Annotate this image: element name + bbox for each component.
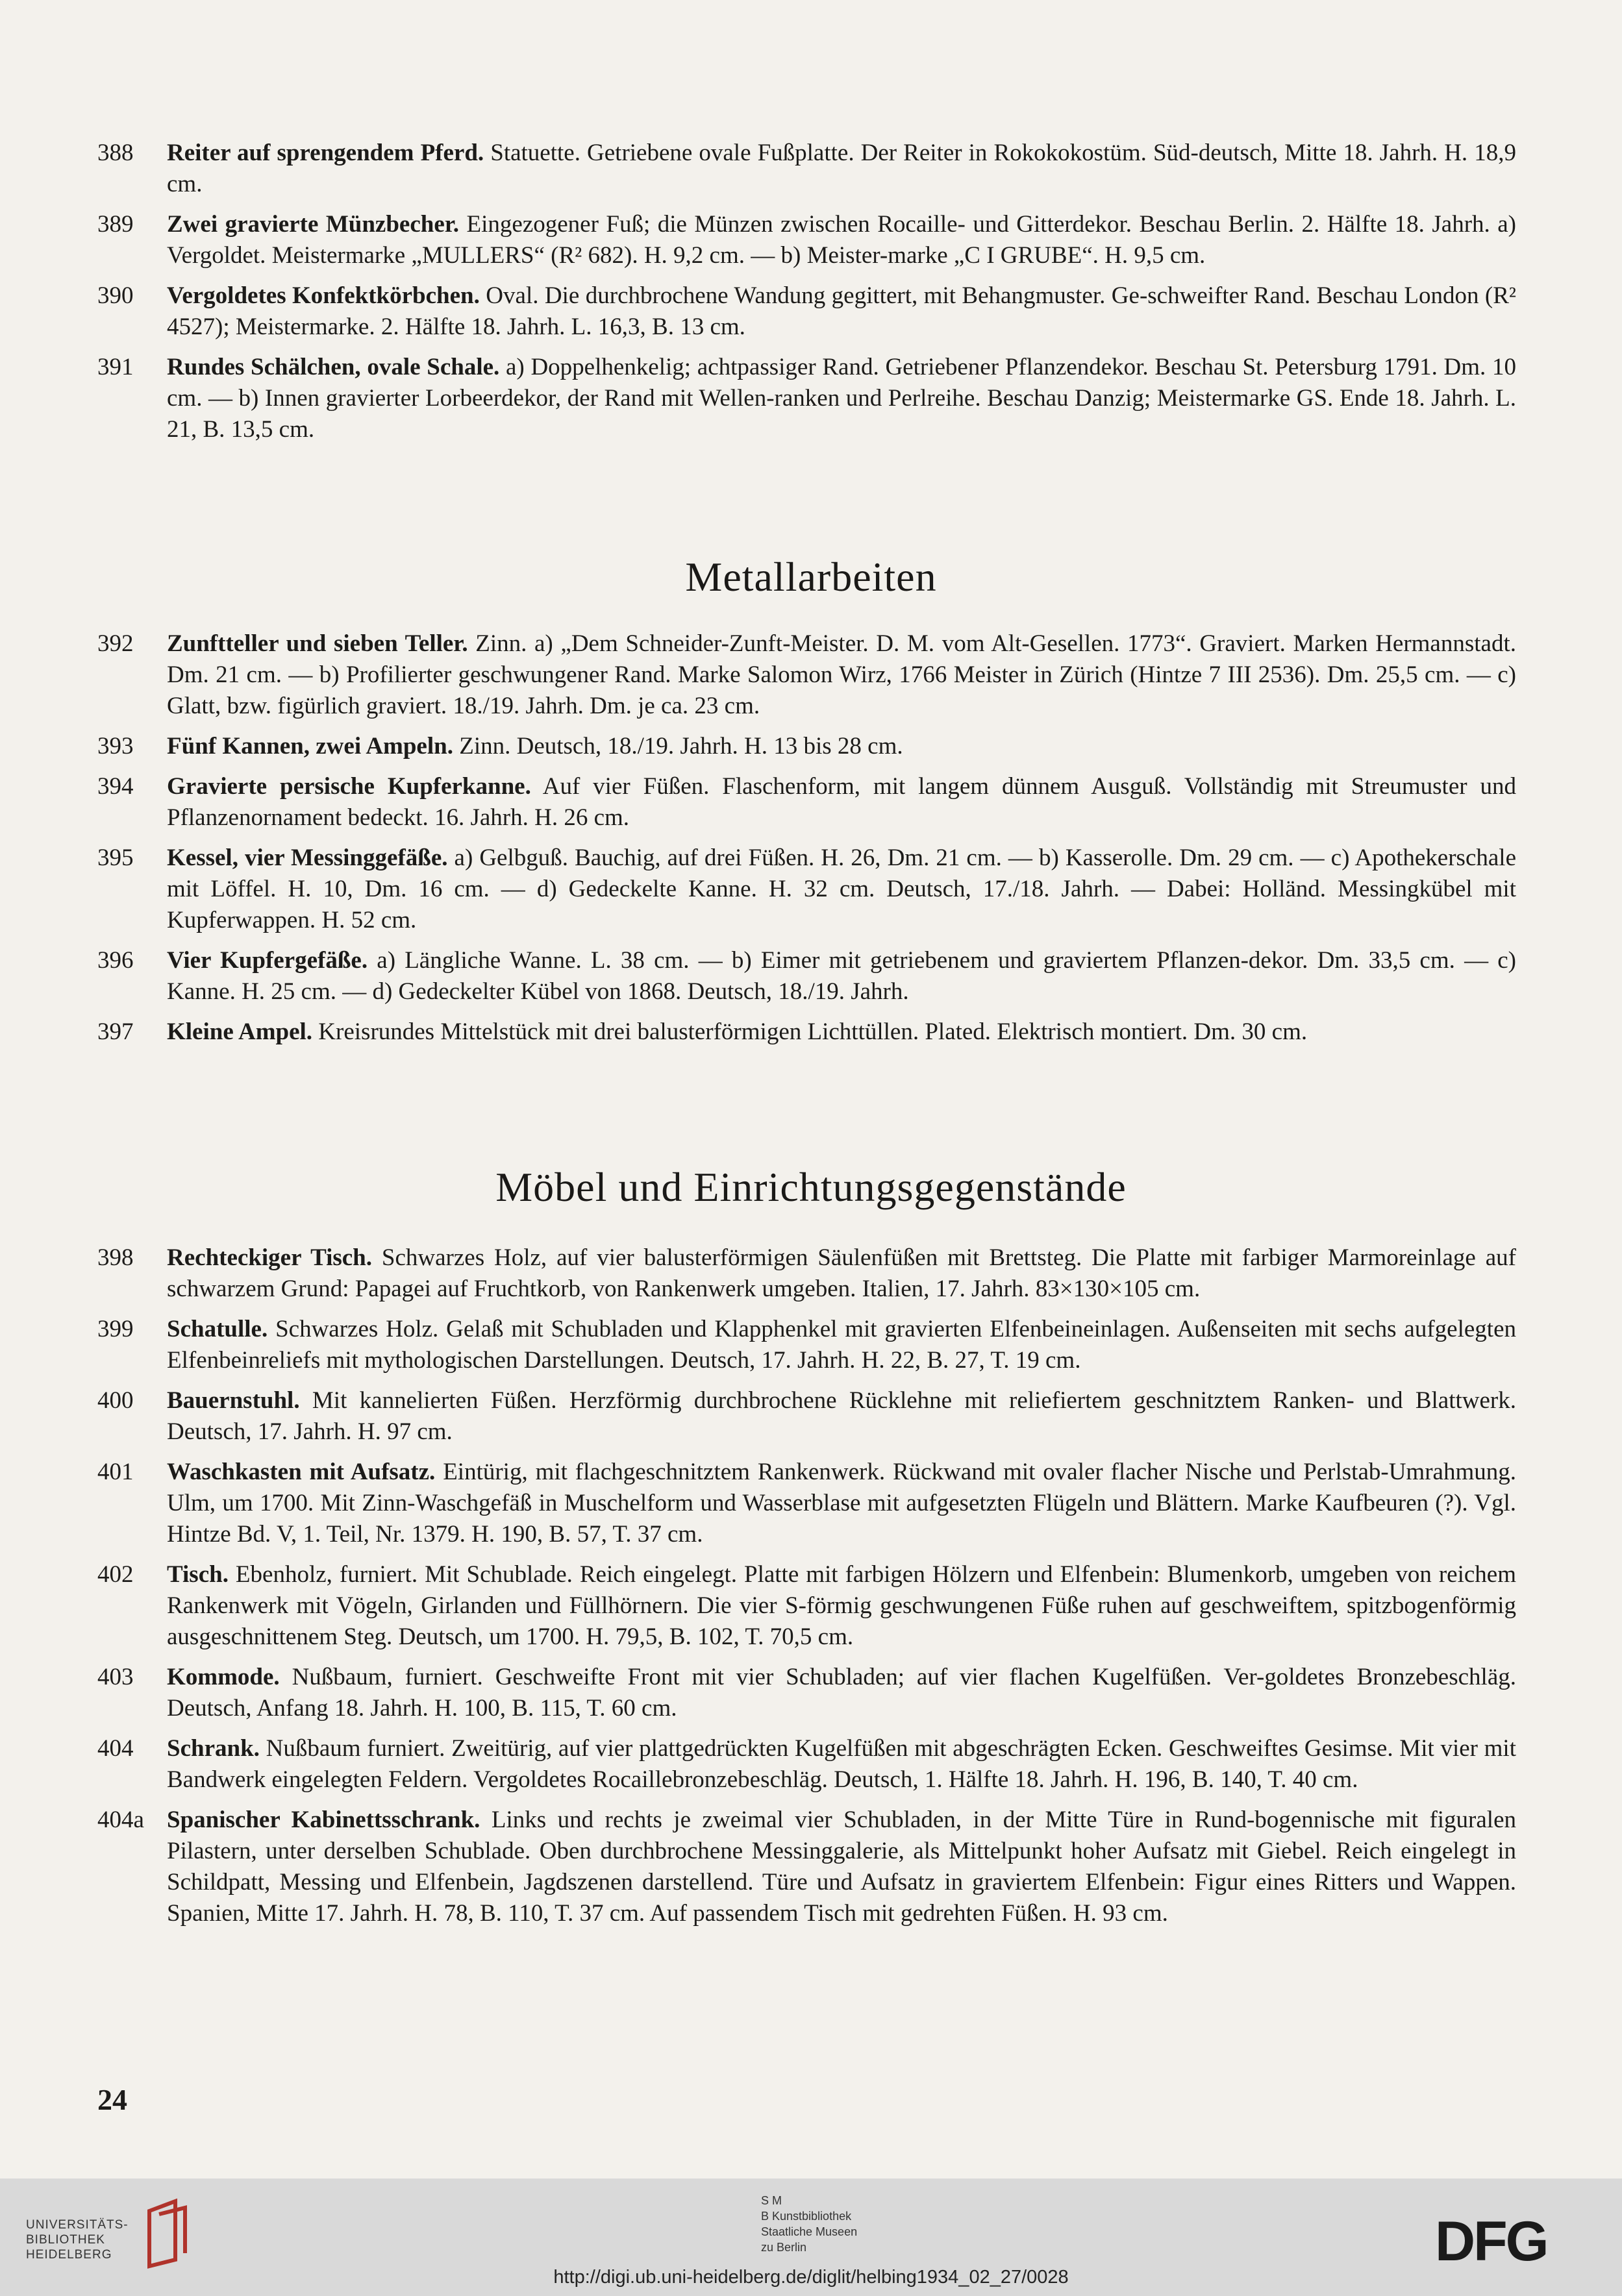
- entry-title: Waschkasten mit Aufsatz.: [167, 1459, 436, 1485]
- entry-title: Kessel, vier Messinggefäße.: [167, 845, 448, 871]
- entry-number: 399: [97, 1316, 134, 1342]
- entry-number: 388: [97, 140, 134, 166]
- dfg-logo: DFG: [1435, 2210, 1547, 2273]
- catalog-entry: [97, 1242, 1516, 1305]
- university-logo-icon: [136, 2198, 195, 2269]
- entry-description: Statuette. Getriebene ovale Fußplatte. Der Reiter in Rokokokostüm. Süd-deutsch, Mitte 18. Jahrh. H. 18,9 cm.: [167, 140, 1516, 197]
- entry-title: Kommode.: [167, 1664, 280, 1690]
- catalog-entry: [97, 1805, 1516, 1929]
- catalog-entry: [97, 843, 1516, 936]
- catalog-entry: [97, 628, 1516, 722]
- entry-number: 403: [97, 1664, 134, 1690]
- entry-description: Schwarzes Holz. Gelaß mit Schubladen und Klapphenkel mit gravierten Elfenbeineinlagen. Außenseiten mit sechs aufgelegten Elfenbeinreliefs mit mythologischen Darstellungen. Deutsch, 17. Jahrh. H. 22, B. 27, T. 19 cm.: [167, 1316, 1516, 1374]
- entry-number: 394: [97, 773, 134, 800]
- entry-description: a) Doppelhenkelig; achtpassiger Rand. Getriebener Pflanzendekor. Beschau St. Petersburg 1791. Dm. 10 cm. — b) Innen gravierter Lorbeerdekor, der Rand mit Wellen-ranken und Perlreihe. Beschau Danzig; Meistermarke GS. Ende 18. Jahrh. L. 21, B. 13,5 cm.: [167, 354, 1517, 443]
- entry-title: Bauernstuhl.: [167, 1387, 300, 1414]
- entry-title: Vier Kupfergefäße.: [167, 947, 368, 974]
- entry-description: Eintürig, mit flachgeschnitztem Rankenwerk. Rückwand mit ovaler flacher Nische und Perlstab-Umrahmung. Ulm, um 1700. Mit Zinn-Waschgefäß in Muschelform und Wasserblase mit aufgesetzten Flügeln und Blättern. Marke Kaufbeuren (?). Vgl. Hintze Bd. V, 1. Teil, Nr. 1379. H. 190, B. 57, T. 37 cm.: [167, 1459, 1516, 1548]
- entry-number: 400: [97, 1387, 134, 1414]
- entry-description: Eingezogener Fuß; die Münzen zwischen Rocaille- und Gitterdekor. Beschau Berlin. 2. Hälfte 18. Jahrh. a) Vergoldet. Meistermarke „MULLERS“ (R² 682). H. 9,2 cm. — b) Meister-marke „C I GRUBE“. H. 9,5 cm.: [167, 211, 1517, 269]
- entry-title: Rechteckiger Tisch.: [167, 1244, 373, 1271]
- entry-description: Zinn. Deutsch, 18./19. Jahrh. H. 13 bis 28 cm.: [453, 733, 903, 759]
- entry-description: Nußbaum, furniert. Geschweifte Front mit vier Schubladen; auf vier flachen Kugelfüßen. Ver-goldetes Bronzebeschläg. Deutsch, Anfang 18. Jahrh. H. 100, B. 115, T. 60 cm.: [167, 1664, 1516, 1722]
- catalog-entry: [97, 1559, 1516, 1653]
- entries-furniture: [97, 1242, 1516, 1938]
- entry-description: Auf vier Füßen. Flaschenform, mit langem dünnem Ausguß. Vollständig mit Streumuster und Pflanzenornament bedeckt. 16. Jahrh. H. 26 cm.: [167, 773, 1517, 831]
- source-url-link[interactable]: http://digi.ub.uni-heidelberg.de/diglit/helbing1934_02_27/0028: [553, 2267, 1069, 2288]
- catalog-entry: [97, 771, 1516, 833]
- entry-description: Kreisrundes Mittelstück mit drei balusterförmigen Lichttüllen. Plated. Elektrisch montiert. Dm. 30 cm.: [312, 1018, 1308, 1045]
- entry-number: 396: [97, 947, 134, 974]
- entry-description: Schwarzes Holz, auf vier balusterförmigen Säulenfüßen mit Brettsteg. Die Platte mit farbiger Marmoreinlage auf schwarzem Grund: Papagei auf Fruchtkorb, von Rankenwerk umgeben. Italien, 17. Jahrh. 83×130×105 cm.: [167, 1244, 1516, 1302]
- catalog-entry: [97, 1385, 1516, 1448]
- catalog-entry: [97, 945, 1516, 1007]
- catalog-entry: [97, 209, 1516, 271]
- entry-number: 391: [97, 354, 134, 380]
- entry-number: 401: [97, 1459, 134, 1485]
- catalog-entry: [97, 280, 1516, 343]
- entry-title: Reiter auf sprengendem Pferd.: [167, 140, 484, 166]
- entry-title: Schatulle.: [167, 1316, 268, 1342]
- entry-title: Schrank.: [167, 1735, 260, 1762]
- entry-description: Links und rechts je zweimal vier Schubladen, in der Mitte Türe in Rund-bogennische mit figuralen Pilastern, unter derselben Schublade. Oben durchbrochene Messinggalerie, als Mittelpunkt hoher Aufsatz mit Giebel. Reich eingelegt in Schildpatt, Messing und Elfenbein, Jagdszenen darstellend. Türe und Aufsatz in graviertem Elfenbein: Figur eines Ritters und Wappen. Spanien, Mitte 17. Jahrh. H. 78, B. 110, T. 37 cm. Auf passendem Tisch mit gedrehten Füßen. H. 93 cm.: [167, 1807, 1516, 1927]
- museum-label: S M B Kunstbibliothek Staatliche Museen zu Berlin: [761, 2194, 858, 2254]
- catalog-entry: [97, 1733, 1516, 1796]
- catalog-entry: [97, 731, 1516, 762]
- entry-title: Fünf Kannen, zwei Ampeln.: [167, 733, 453, 759]
- entry-description: Oval. Die durchbrochene Wandung gegittert, mit Behangmuster. Ge-schweifter Rand. Beschau London (R² 4527); Meistermarke. 2. Hälfte 18. Jahrh. L. 16,3, B. 13 cm.: [167, 282, 1516, 340]
- entry-title: Zwei gravierte Münzbecher.: [167, 211, 460, 238]
- entry-number: 397: [97, 1018, 134, 1045]
- entry-number: 402: [97, 1561, 134, 1588]
- catalog-entry: [97, 1314, 1516, 1376]
- entry-number: 404: [97, 1735, 134, 1762]
- entry-title: Vergoldetes Konfektkörbchen.: [167, 282, 480, 309]
- catalog-entry: [97, 138, 1516, 200]
- entry-description: a) Gelbguß. Bauchig, auf drei Füßen. H. 26, Dm. 21 cm. — b) Kasserolle. Dm. 29 cm. — c) Apothekerschale mit Löffel. H. 10, Dm. 16 cm. — d) Gedeckelte Kanne. H. 32 cm. Deutsch, 17./18. Jahrh. — Dabei: Holländ. Messingkübel mit Kupferwappen. H. 52 cm.: [167, 845, 1517, 933]
- university-library-label: UNIVERSITÄTS- BIBLIOTHEK HEIDELBERG: [26, 2218, 129, 2262]
- entry-title: Zunftteller und sieben Teller.: [167, 630, 468, 657]
- catalog-entry: [97, 1662, 1516, 1724]
- footer-bar: [0, 2179, 1622, 2296]
- entry-title: Gravierte persische Kupferkanne.: [167, 773, 531, 800]
- entry-title: Kleine Ampel.: [167, 1018, 313, 1045]
- entry-description: a) Längliche Wanne. L. 38 cm. — b) Eimer mit getriebenem und graviertem Pflanzen-dekor. Dm. 33,5 cm. — c) Kanne. H. 25 cm. — d) Gedeckelter Kübel von 1868. Deutsch, 18./19. Jahrh.: [167, 947, 1516, 1005]
- entry-number: 389: [97, 211, 134, 238]
- entry-description: Ebenholz, furniert. Mit Schublade. Reich eingelegt. Platte mit farbigen Hölzern und Elfenbein: Blumenkorb, umgeben von reichem Rankenwerk mit Vögeln, Girlanden und Füllhörnern. Die vier S-förmig geschwungenen Füße ruhen auf geschweiftem, spitzbogenförmig ausgeschnittenem Steg. Deutsch, um 1700. H. 79,5, B. 102, T. 70,5 cm.: [167, 1561, 1516, 1650]
- entries-metal: [97, 628, 1516, 1057]
- heading-moebel: Möbel und Einrichtungsgegenstände: [495, 1164, 1127, 1210]
- entry-number: 392: [97, 630, 134, 657]
- entry-description: Zinn. a) „Dem Schneider-Zunft-Meister. D. M. vom Alt-Gesellen. 1773“. Graviert. Marken Hermannstadt. Dm. 21 cm. — b) Profilierter geschwungener Rand. Marke Salomon Wirz, 1766 Meister in Zürich (Hintze 7 III 2536). Dm. 25,5 cm. — c) Glatt, bzw. figürlich graviert. 18./19. Jahrh. Dm. je ca. 23 cm.: [167, 630, 1516, 719]
- entries-silver: [97, 138, 1516, 454]
- entry-description: Mit kannelierten Füßen. Herzförmig durchbrochene Rücklehne mit reliefiertem geschnitztem Ranken- und Blattwerk. Deutsch, 17. Jahrh. H. 97 cm.: [167, 1387, 1516, 1445]
- entry-number: 395: [97, 845, 134, 871]
- entry-title: Tisch.: [167, 1561, 229, 1588]
- heading-metallarbeiten: Metallarbeiten: [685, 554, 937, 600]
- entry-description: Nußbaum furniert. Zweitürig, auf vier plattgedrückten Kugelfüßen mit abgeschrägten Ecken. Geschweiftes Gesimse. Mit vier mit Bandwerk eingelegten Feldern. Vergoldetes Rocaillebronzebeschläg. Deutsch, 1. Hälfte 18. Jahrh. H. 196, B. 140, T. 40 cm.: [167, 1735, 1516, 1793]
- catalog-entry: [97, 1017, 1516, 1048]
- entry-number: 398: [97, 1244, 134, 1271]
- entry-title: Spanischer Kabinettsschrank.: [167, 1807, 480, 1833]
- catalog-entry: [97, 1457, 1516, 1550]
- catalog-entry: [97, 352, 1516, 445]
- entry-number: 393: [97, 733, 134, 759]
- entry-number: 390: [97, 282, 134, 309]
- entry-title: Rundes Schälchen, ovale Schale.: [167, 354, 500, 380]
- entry-number: 404a: [97, 1807, 144, 1833]
- page-number: 24: [97, 2083, 127, 2116]
